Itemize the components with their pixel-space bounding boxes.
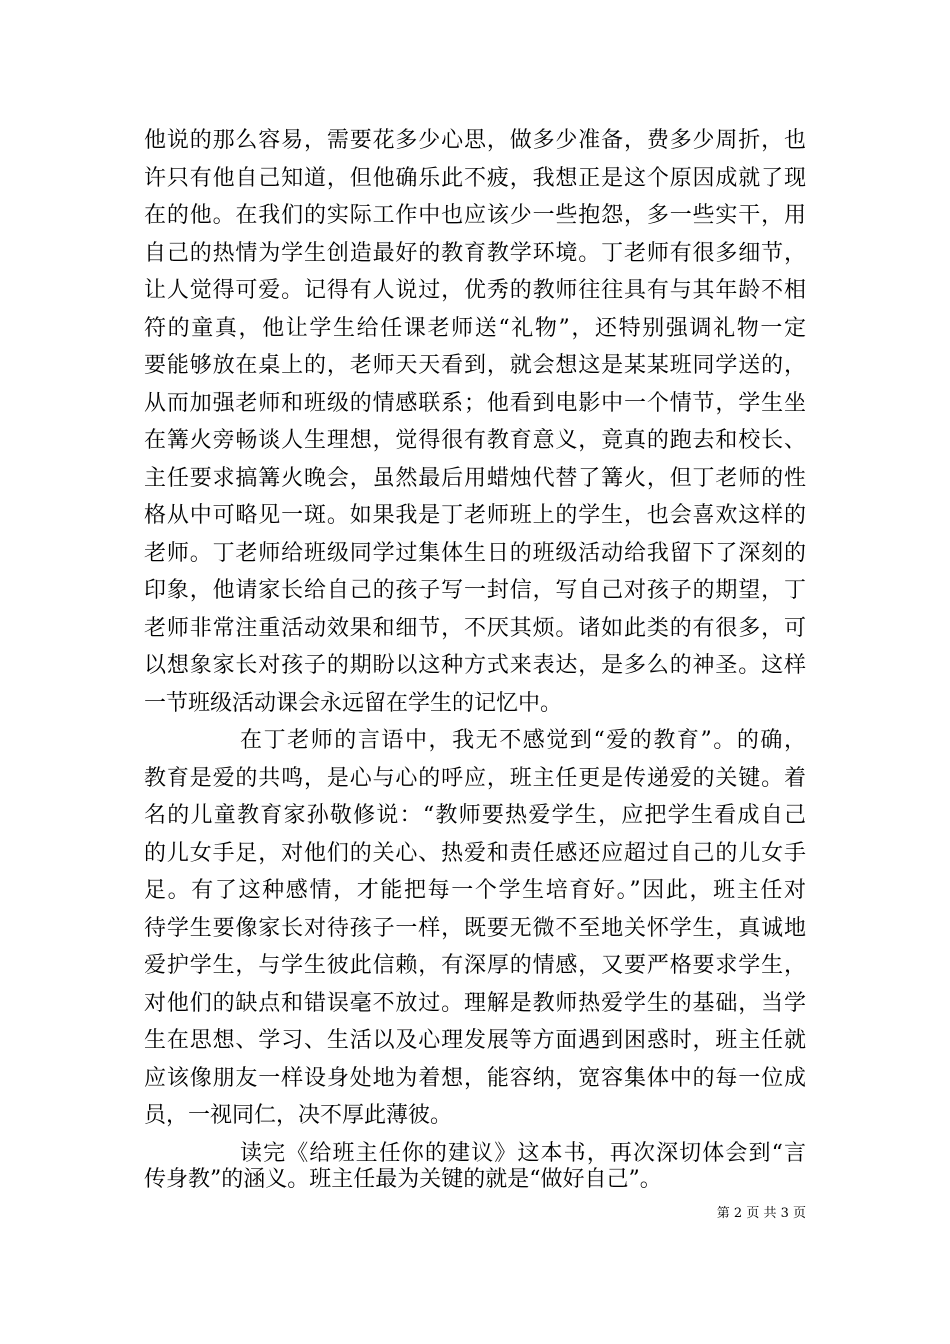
body-line: 教育是爱的共鸣，是心与心的呼应，班主任更是传递爱的关键。着 <box>144 766 806 791</box>
page-number-footer: 第 2 页 共 3 页 <box>716 1206 806 1221</box>
body-line: 传身教”的涵义。班主任最为关键的就是“做好自己”。 <box>144 1167 662 1192</box>
body-line: 自己的热情为学生创造最好的教育教学环境。丁老师有很多细节， <box>144 241 806 266</box>
body-line: 对他们的缺点和错误毫不放过。理解是教师热爱学生的基础，当学 <box>144 991 806 1016</box>
body-line: 老师。丁老师给班级同学过集体生日的班级活动给我留下了深刻的 <box>144 541 806 566</box>
body-line: 让人觉得可爱。记得有人说过，优秀的教师往往具有与其年龄不相 <box>144 278 806 303</box>
body-line: 待学生要像家长对待孩子一样，既要无微不至地关怀学生，真诚地 <box>144 916 806 941</box>
body-line: 符的童真，他让学生给任课老师送“礼物”，还特别强调礼物一定 <box>144 316 806 341</box>
body-line: 印象，他请家长给自己的孩子写一封信，写自己对孩子的期望，丁 <box>144 578 806 603</box>
body-line: 生在思想、学习、生活以及心理发展等方面遇到困惑时，班主任就 <box>144 1028 806 1053</box>
body-line: 名的儿童教育家孙敬修说：“教师要热爱学生，应把学生看成自己 <box>144 803 806 828</box>
body-line: 老师非常注重活动效果和细节，不厌其烦。诸如此类的有很多，可 <box>144 616 806 641</box>
body-line: 应该像朋友一样设身处地为着想，能容纳，宽容集体中的每一位成 <box>144 1066 806 1091</box>
body-line: 以想象家长对孩子的期盼以这种方式来表达，是多么的神圣。这样 <box>144 653 806 678</box>
paragraph-start-line: 读完《给班主任你的建议》这本书，再次深切体会到“言 <box>240 1141 806 1166</box>
body-line: 主任要求搞篝火晚会，虽然最后用蜡烛代替了篝火，但丁老师的性 <box>144 466 806 491</box>
body-line: 一节班级活动课会永远留在学生的记忆中。 <box>144 691 563 716</box>
body-line: 在的他。在我们的实际工作中也应该少一些抱怨，多一些实干，用 <box>144 203 806 228</box>
body-line: 的儿女手足，对他们的关心、热爱和责任感还应超过自己的儿女手 <box>144 841 806 866</box>
paragraph-start-line: 在丁老师的言语中，我无不感觉到“爱的教育”。的确， <box>240 728 806 753</box>
body-line: 从而加强老师和班级的情感联系；他看到电影中一个情节，学生坐 <box>144 391 806 416</box>
body-line: 他说的那么容易，需要花多少心思，做多少准备，费多少周折，也 <box>144 128 806 153</box>
body-line: 在篝火旁畅谈人生理想，觉得很有教育意义，竟真的跑去和校长、 <box>144 428 806 453</box>
body-line: 足。有了这种感情，才能把每一个学生培育好。”因此，班主任对 <box>144 878 806 903</box>
body-line: 格从中可略见一斑。如果我是丁老师班上的学生，也会喜欢这样的 <box>144 503 806 528</box>
body-line: 要能够放在桌上的，老师天天看到，就会想这是某某班同学送的， <box>144 353 806 378</box>
body-line: 员，一视同仁，决不厚此薄彼。 <box>144 1103 453 1128</box>
body-line: 许只有他自己知道，但他确乐此不疲，我想正是这个原因成就了现 <box>144 166 806 191</box>
body-line: 爱护学生，与学生彼此信赖，有深厚的情感，又要严格要求学生， <box>144 953 806 978</box>
